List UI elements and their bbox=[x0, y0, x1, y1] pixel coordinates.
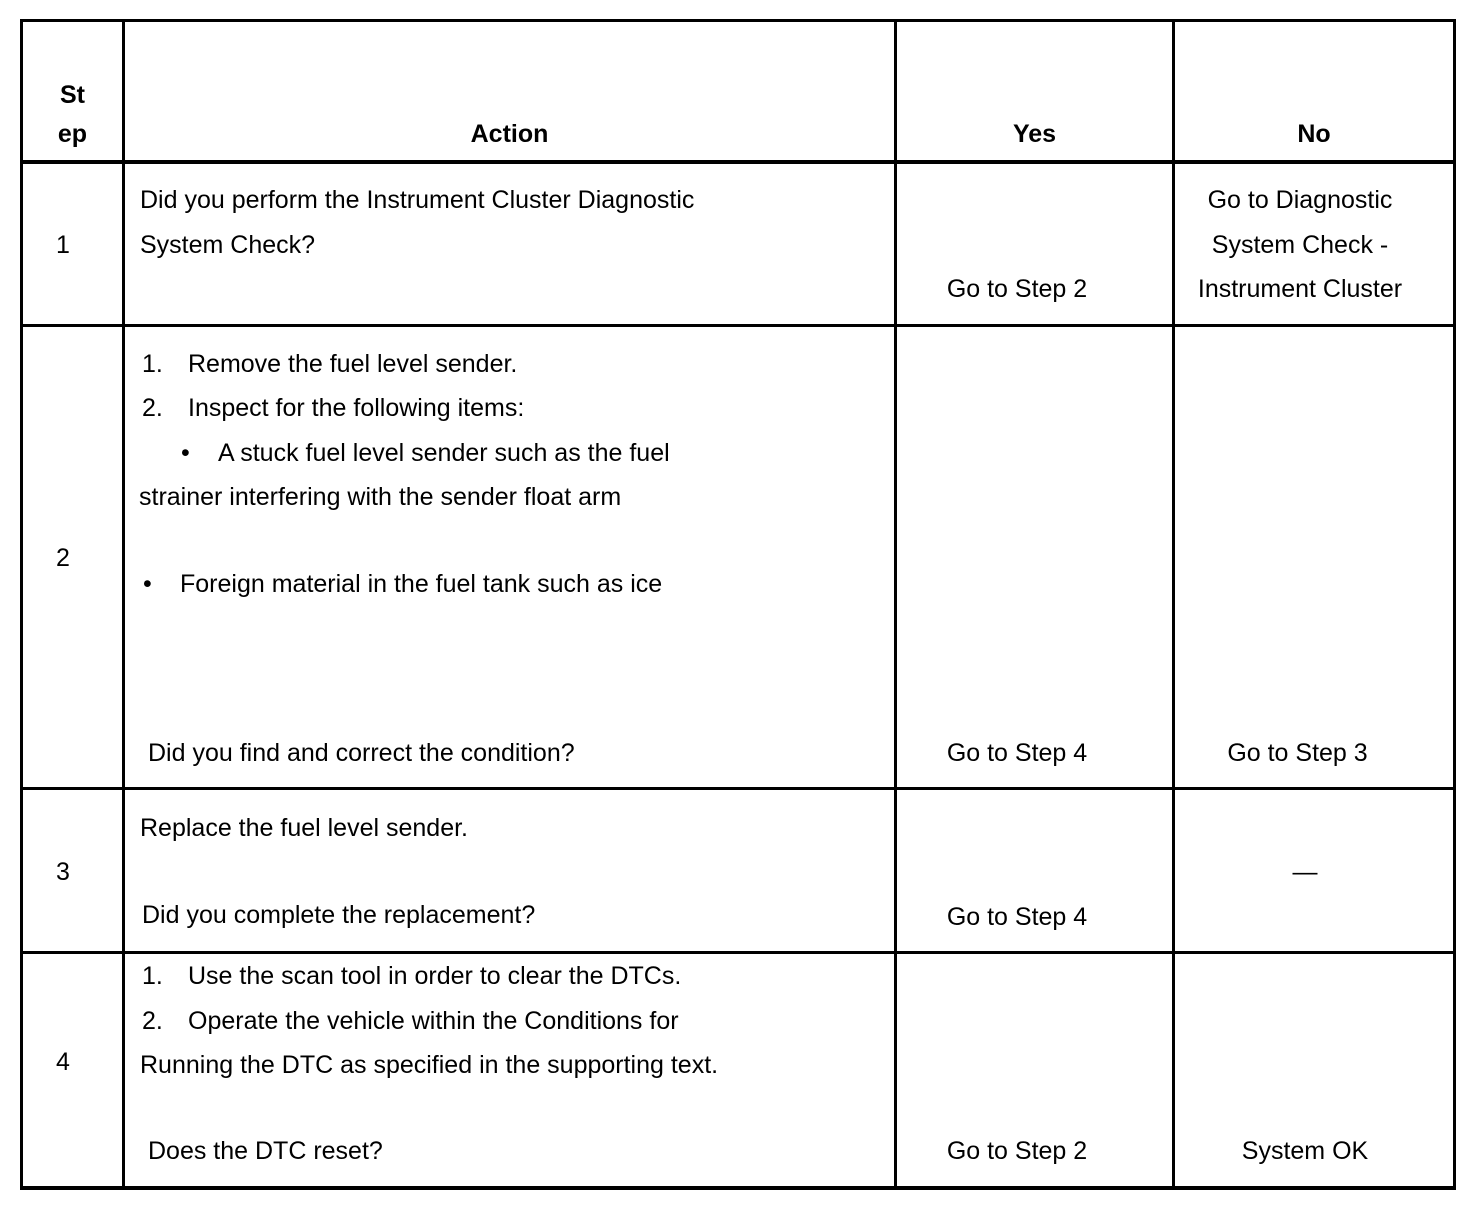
list-item: Use the scan tool in order to clear the DTCs. bbox=[188, 962, 682, 990]
column-divider-action-yes bbox=[894, 19, 897, 1190]
no-result-line: System Check - bbox=[1211, 231, 1389, 259]
action-text-line: Did you perform the Instrument Cluster Diagnostic bbox=[140, 186, 695, 214]
step-number: 2 bbox=[56, 544, 70, 572]
table-border-left bbox=[20, 19, 23, 1190]
list-item: Running the DTC as specified in the supporting text. bbox=[140, 1051, 719, 1079]
step-number: 3 bbox=[56, 858, 70, 886]
action-text-line: Replace the fuel level sender. bbox=[140, 814, 468, 842]
action-text-line: System Check? bbox=[140, 231, 316, 259]
list-number: 1. bbox=[142, 962, 163, 990]
list-number: 1. bbox=[142, 350, 163, 378]
table-border-bottom bbox=[20, 1186, 1456, 1190]
bullet-glyph: • bbox=[181, 439, 190, 467]
yes-result: Go to Step 2 bbox=[946, 275, 1088, 303]
no-result-line: Instrument Cluster bbox=[1197, 275, 1403, 303]
column-divider-step-action bbox=[122, 19, 125, 1190]
list-item: Operate the vehicle within the Conditions for bbox=[188, 1007, 679, 1035]
header-yes: Yes bbox=[1012, 120, 1057, 148]
row-divider-3 bbox=[20, 951, 1456, 954]
yes-result: Go to Step 4 bbox=[946, 739, 1088, 767]
yes-result: Go to Step 2 bbox=[946, 1137, 1088, 1165]
list-item: Remove the fuel level sender. bbox=[188, 350, 518, 378]
no-result: — bbox=[1292, 858, 1318, 886]
bullet-glyph: • bbox=[143, 570, 152, 598]
action-question: Did you complete the replacement? bbox=[142, 901, 536, 929]
bullet-item-line: strainer interfering with the sender float arm bbox=[139, 483, 622, 511]
header-divider bbox=[20, 160, 1456, 164]
list-number: 2. bbox=[142, 1007, 163, 1035]
action-question: Does the DTC reset? bbox=[148, 1137, 383, 1165]
yes-result: Go to Step 4 bbox=[946, 903, 1088, 931]
table-border-right bbox=[1453, 19, 1456, 1190]
no-result-line: Go to Diagnostic bbox=[1207, 186, 1393, 214]
no-result: System OK bbox=[1241, 1137, 1369, 1165]
bullet-item-line: A stuck fuel level sender such as the fuel bbox=[218, 439, 670, 467]
table-border-top bbox=[20, 19, 1456, 22]
list-number: 2. bbox=[142, 394, 163, 422]
header-action: Action bbox=[470, 120, 549, 148]
row-divider-2 bbox=[20, 787, 1456, 790]
list-item: Inspect for the following items: bbox=[188, 394, 525, 422]
action-question: Did you find and correct the condition? bbox=[148, 739, 575, 767]
no-result: Go to Step 3 bbox=[1227, 739, 1368, 767]
row-divider-1 bbox=[20, 324, 1456, 327]
step-number: 4 bbox=[56, 1048, 70, 1076]
header-step-line1: St bbox=[60, 81, 85, 109]
bullet-item-line: Foreign material in the fuel tank such as ice bbox=[180, 570, 663, 598]
step-number: 1 bbox=[56, 231, 70, 259]
header-step-line2: ep bbox=[57, 120, 88, 148]
diagnostic-table bbox=[20, 19, 1456, 1190]
header-no: No bbox=[1297, 120, 1331, 148]
